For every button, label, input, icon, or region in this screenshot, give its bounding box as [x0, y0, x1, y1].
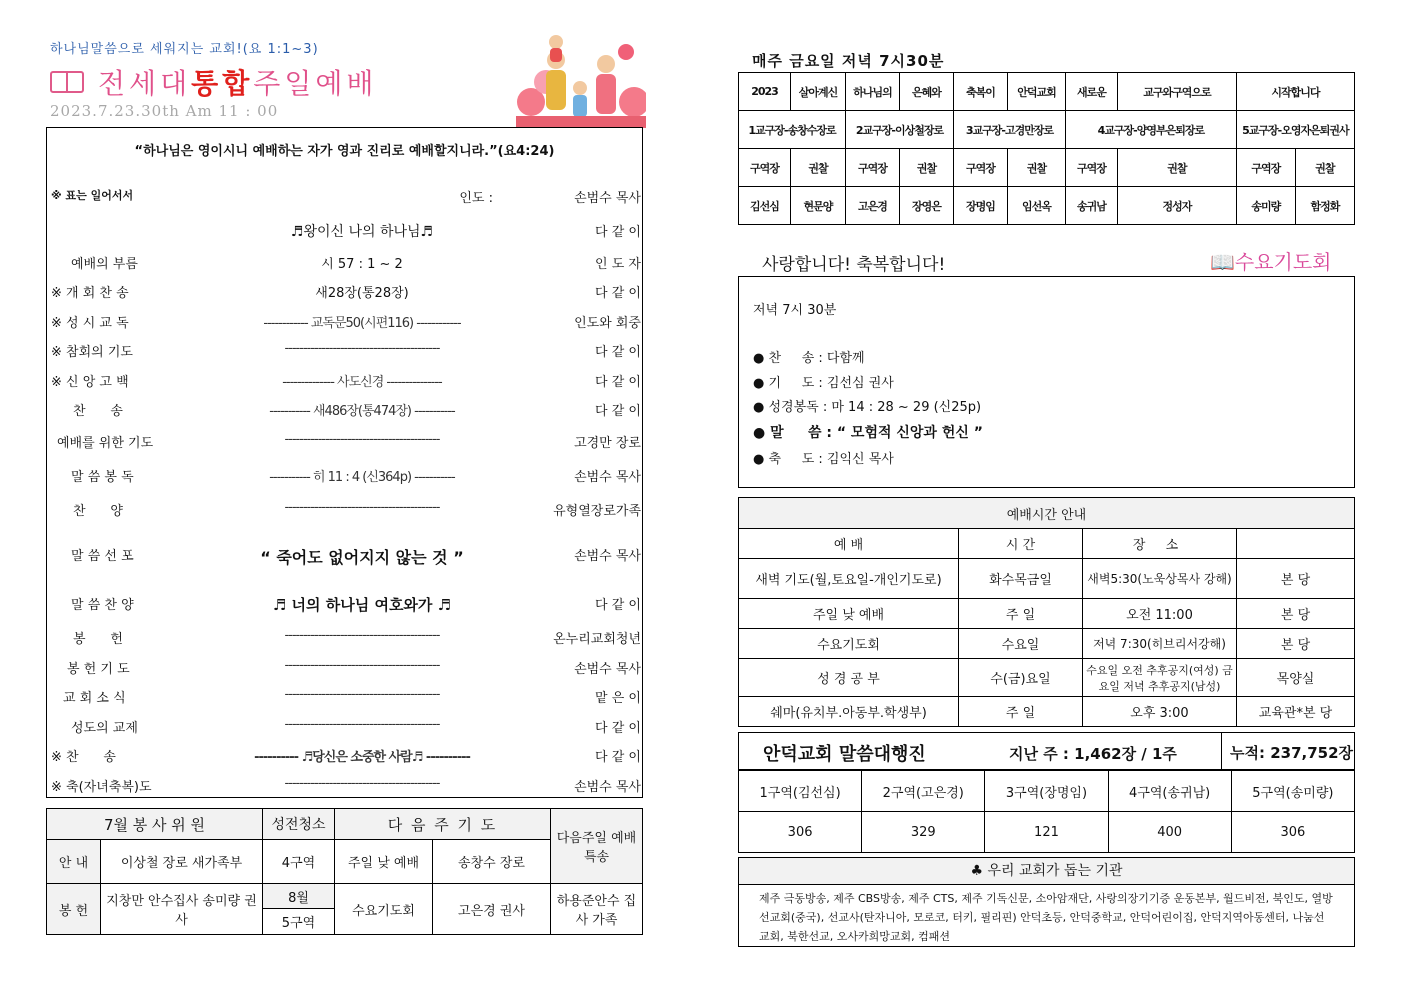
order-label: ※ 신 앙 고 백	[51, 375, 129, 390]
special-header: 다음주일 예배특송	[551, 809, 643, 884]
district-head: 5교구장-오영자은퇴권사	[1236, 111, 1354, 149]
member-name: 현문양	[791, 187, 846, 225]
page-title	[50, 62, 377, 102]
area-name: 2구역(고은경)	[862, 771, 985, 812]
order-person: 다 같 이	[595, 598, 641, 613]
times-cell: 오전 11:00	[1083, 599, 1237, 629]
order-label: 말 씀 봉 독	[71, 470, 134, 485]
role: 구역장	[739, 149, 791, 187]
times-cell: 성 경 공 부	[739, 659, 959, 697]
area-count: 400	[1108, 812, 1231, 853]
sermon-title: “ 죽어도 없어지지 않는 것 ”	[260, 548, 464, 567]
order-label: ※ 축(자녀축복)도	[51, 780, 152, 795]
times-header	[1237, 529, 1355, 559]
order-label: ※ 성 시 교 독	[51, 316, 129, 331]
order-person: 손범수 목사	[574, 662, 641, 677]
district-head: 2교구장-이상철장로	[846, 111, 954, 149]
times-cell: 저녁 7:30(히브리서강해)	[1083, 629, 1237, 659]
order-person: 온누리교회청년	[553, 632, 641, 647]
order-content: ----------- 새486장(통474장) -----------	[269, 404, 455, 419]
times-cell: 주 일	[959, 599, 1083, 629]
order-content: ------------------------------------------	[284, 341, 440, 356]
member-name: 함정화	[1295, 187, 1354, 225]
area-count: 306	[739, 812, 862, 853]
fri-word: 안덕교회	[1008, 73, 1066, 111]
fri-word: 하나님의	[846, 73, 900, 111]
prayer-kind: 주일 낮 예배	[335, 840, 433, 884]
order-person: 맡 은 이	[595, 691, 641, 706]
fri-word: 살아계신	[791, 73, 846, 111]
supported-org-box	[738, 857, 1355, 947]
order-label: 교 회 소 식	[63, 691, 126, 706]
word-march-header	[738, 732, 1355, 770]
order-person: 인도와 회중	[574, 316, 641, 331]
times-cell: 오후 3:00	[1083, 697, 1237, 727]
prayer-header: 다 음 주 기 도	[335, 809, 551, 840]
order-label: 예배를 위한 기도	[57, 436, 154, 451]
order-person: 다 같 이	[595, 375, 641, 390]
clean-area: 4구역	[263, 840, 335, 884]
role: 구역장	[846, 149, 900, 187]
order-content: ------------------------------------------	[284, 717, 440, 732]
member-name: 김선심	[739, 187, 791, 225]
times-cell: 본 당	[1237, 559, 1355, 599]
wed-sermon: ● 말 씀 : “ 모험적 신앙과 헌신 ”	[753, 425, 983, 441]
order-person: 다 같 이	[595, 404, 641, 419]
area-name: 3구역(장명임)	[985, 771, 1108, 812]
order-person: 손범수 목사	[574, 780, 641, 795]
order-person: 인 도 자	[595, 257, 641, 272]
leader-label: 인도 :	[459, 191, 493, 206]
order-person: 유형열장로가족	[553, 504, 641, 519]
order-content: ------------ 교독문50(시편116) ------------	[263, 316, 461, 331]
serve-label: 봉 헌	[47, 884, 101, 935]
fri-word: 축복이	[954, 73, 1008, 111]
order-label: 성도의 교제	[71, 721, 138, 736]
order-person: 다 같 이	[595, 750, 641, 765]
title-part-3: 주일예배	[253, 67, 378, 100]
times-cell: 쉐마(유치부.아동부.학생부)	[739, 697, 959, 727]
order-content: ------------------------------------------	[284, 687, 440, 702]
word-march-title: 안덕교회 말씀대행진	[763, 744, 926, 765]
times-cell: 목양실	[1237, 659, 1355, 697]
fri-word: 새로운	[1066, 73, 1118, 111]
standing-note: ※ 표는 일어서서	[51, 189, 134, 202]
order-person: 고경만 장로	[574, 436, 641, 451]
times-cell: 주 일	[959, 697, 1083, 727]
leader-name: 손범수 목사	[574, 191, 641, 206]
wednesday-title	[1210, 246, 1332, 275]
order-label: 찬 양	[73, 504, 123, 519]
role: 권찰	[791, 149, 846, 187]
order-label: 찬 송	[73, 404, 123, 419]
fri-word: 교구와구역으로	[1118, 73, 1237, 111]
order-label: 봉 헌	[73, 632, 123, 647]
member-name: 장영은	[900, 187, 954, 225]
order-person: 다 같 이	[595, 345, 641, 360]
family-illustration	[516, 32, 646, 128]
wed-item: ● 기 도 : 김선심 권사	[753, 376, 894, 391]
wed-item: ● 성경봉독 : 마 14 : 28 ~ 29 (신25p)	[753, 400, 982, 415]
order-content: 시 57 : 1 ~ 2	[321, 257, 403, 272]
times-cell: 수요일	[959, 629, 1083, 659]
title-part-2: 통합	[191, 67, 254, 100]
area-name: 5구역(송미량)	[1231, 771, 1354, 812]
times-cell: 본 당	[1237, 599, 1355, 629]
member-name: 정성자	[1118, 187, 1237, 225]
prayer-kind: 수요기도회	[335, 884, 433, 935]
prayer-person: 고은경 권사	[433, 884, 551, 935]
word-march-total: 누적: 237,752장	[1221, 733, 1355, 770]
wed-time: 저녁 7시 30분	[753, 303, 837, 318]
prayer-person: 송창수 장로	[433, 840, 551, 884]
member-name: 장명임	[954, 187, 1008, 225]
district-head: 3교구장-고경만장로	[954, 111, 1066, 149]
order-person: 다 같 이	[595, 225, 641, 240]
district-head: 4교구장-양영부은퇴장로	[1066, 111, 1237, 149]
clean-header: 성전청소	[263, 809, 335, 840]
role: 구역장	[1236, 149, 1295, 187]
friday-table	[738, 72, 1355, 225]
book-icon: 📖	[1210, 250, 1235, 274]
order-content: ------------------------------------------	[284, 432, 440, 447]
times-title: 예배시간 안내	[739, 498, 1355, 529]
times-header: 예 배	[739, 529, 959, 559]
area-count: 121	[985, 812, 1108, 853]
times-header: 시 간	[959, 529, 1083, 559]
area-count: 329	[862, 812, 985, 853]
fri-word: 은혜와	[900, 73, 954, 111]
times-header: 장 소	[1083, 529, 1237, 559]
order-content: ------------------------------------------	[284, 776, 440, 791]
service-times-table	[738, 497, 1355, 727]
fri-word: 2023	[739, 73, 791, 111]
order-label: 말 씀 선 포	[71, 549, 134, 564]
order-content: ------------------------------------------	[284, 500, 440, 515]
wed-item: ● 축 도 : 김익신 목사	[753, 452, 894, 467]
area-count: 306	[1231, 812, 1354, 853]
love-message: 사랑합니다! 축복합니다!	[762, 255, 946, 275]
theme-verse: “하나님은 영이시니 예배하는 자가 영과 진리로 예배할지니라.”(요4:24)	[134, 144, 555, 159]
times-cell: 수요기도회	[739, 629, 959, 659]
role: 권찰	[1008, 149, 1066, 187]
motto: 하나님말씀으로 세워지는 교회!(요 1:1~3)	[50, 42, 319, 57]
clean-area: 5구역	[263, 909, 335, 935]
friday-title: 매주 금요일 저녁 7시30분	[752, 52, 945, 70]
supported-org-list: 제주 극동방송, 제주 CBS방송, 제주 CTS, 제주 기독신문, 소아암재단, 사랑의장기기증 운동본부, 월드비전, 북인도, 열방선교회(중국), 선교사(탄자니아, 모로코, 터키, 필리핀) 안덕초등, 안덕중학교, 안덕어린이집, 안덕지역아동센터, 나눔선교회, 북한선교, 오사카희망교회, 컴패션	[759, 892, 1333, 943]
wed-item: ● 찬 송 : 다함께	[753, 351, 865, 366]
order-person: 손범수 목사	[574, 470, 641, 485]
area-name: 1구역(김선심)	[739, 771, 862, 812]
role: 권찰	[1295, 149, 1354, 187]
member-name: 송미량	[1236, 187, 1295, 225]
times-cell: 화수목금일	[959, 559, 1083, 599]
word-march-week: 지난 주 : 1,462장 / 1주	[1009, 745, 1177, 763]
fri-word: 시작합니다	[1236, 73, 1354, 111]
order-content: ------------------------------------------	[284, 658, 440, 673]
order-content: -------------- 사도신경 ---------------	[282, 375, 442, 390]
times-cell: 주일 낮 예배	[739, 599, 959, 629]
order-person: 다 같 이	[595, 721, 641, 736]
order-content: ------------------------------------------	[284, 628, 440, 643]
member-name: 고은경	[846, 187, 900, 225]
order-label: ※ 찬 송	[51, 750, 116, 765]
order-person: 손범수 목사	[574, 549, 641, 564]
serve-header: 7월 봉 사 위 원	[47, 809, 263, 840]
area-name: 4구역(송귀남)	[1108, 771, 1231, 812]
wednesday-title-text: 수요기도회	[1234, 250, 1332, 274]
serve-table	[46, 808, 643, 935]
role: 구역장	[954, 149, 1008, 187]
order-label: ※ 참회의 기도	[51, 345, 133, 360]
times-cell: 수(금)요일	[959, 659, 1083, 697]
order-label: 예배의 부름	[71, 257, 138, 272]
role: 구역장	[1066, 149, 1118, 187]
next-month: 8월	[263, 884, 335, 909]
order-content: 새28장(통28장)	[315, 286, 409, 301]
role: 권찰	[900, 149, 954, 187]
times-cell: 수요일 오전 추후공지(여성) 금요일 저녁 추후공지(남성)	[1083, 659, 1237, 697]
special-song: 하용준안수 집사 가족	[551, 884, 643, 935]
member-name: 임선옥	[1008, 187, 1066, 225]
serve-names: 이상철 장로 새가족부	[101, 840, 263, 884]
serve-label: 안 내	[47, 840, 101, 884]
word-march-table	[738, 770, 1355, 853]
worship-order	[46, 127, 643, 798]
order-content: ----------- 히 11 : 4 (신364p) -----------	[269, 470, 455, 485]
book-icon	[50, 71, 84, 93]
member-name: 송귀남	[1066, 187, 1118, 225]
service-date: 2023.7.23.30th Am 11 : 00	[50, 102, 279, 120]
times-cell: 본 당	[1237, 629, 1355, 659]
role: 권찰	[1118, 149, 1237, 187]
times-cell: 교육관*본 당	[1237, 697, 1355, 727]
times-cell: 새벽5:30(노욱상목사 강해)	[1083, 559, 1237, 599]
wednesday-box	[738, 276, 1355, 488]
order-label: 말 씀 찬 양	[71, 598, 134, 613]
order-content: ---------- ♬당신은 소중한 사람♬ ----------	[254, 750, 470, 765]
times-cell: 새벽 기도(월,토요일-개인기도로)	[739, 559, 959, 599]
district-head: 1교구장-송창수장로	[739, 111, 846, 149]
order-label: 봉 헌 기 도	[67, 662, 130, 677]
title-part-1: 전세대	[98, 67, 192, 100]
supported-org-title: ♣ 우리 교회가 돕는 기관	[739, 858, 1354, 885]
order-content: ♬ 너의 하나님 여호와가 ♬	[272, 596, 452, 614]
order-person: 다 같 이	[595, 286, 641, 301]
order-label: ※ 개 회 찬 송	[51, 286, 129, 301]
serve-names: 지창만 안수집사 송미량 권사	[101, 884, 263, 935]
order-content: ♬왕이신 나의 하나님♬	[290, 224, 434, 240]
